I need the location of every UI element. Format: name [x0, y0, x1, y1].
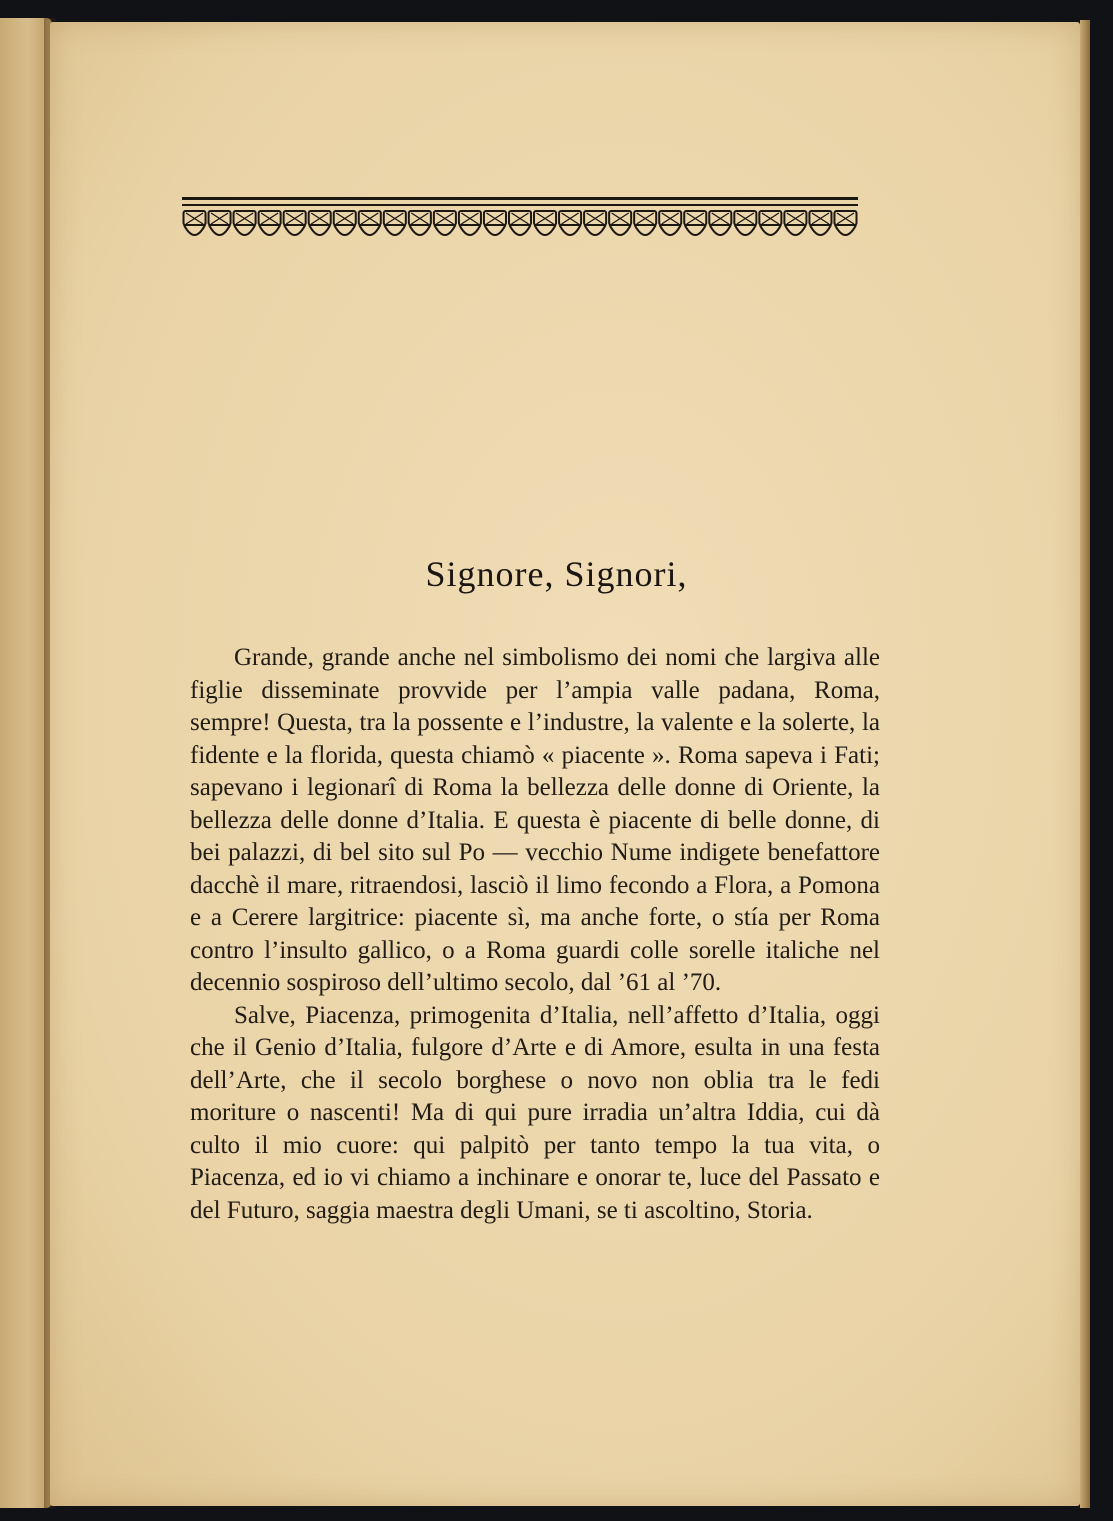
- ornament-cross: [211, 213, 228, 224]
- ornamental-border: [182, 197, 858, 247]
- ornament-cross: [587, 213, 604, 224]
- right-page-edge: [1080, 20, 1090, 1508]
- ornament-cross: [361, 213, 378, 224]
- ornament-cross: [612, 213, 629, 224]
- ornament-scallop: [184, 225, 205, 235]
- ornament-scallop: [785, 225, 806, 235]
- ornament-scallop: [484, 225, 505, 235]
- page-heading: Signore, Signori,: [425, 554, 688, 594]
- paragraph: Grande, grande anche nel simbolismo dei nomi che largiva alle figlie disseminate provvide per l’ampia valle padana, Roma, sempre! Questa, tra la possente e l’industre, la valente e la solerte, la fidente e la florida, questa chiamò « piacente ». Roma sapeva i Fati; sapevano i legionarî di Roma la bellezza delle donne di Oriente, la bellezza delle donne d’Italia. E questa è piacente di belle donne, di bei palazzi, di bel sito sul Po — vecchio Nume indigete benefattore dacchè il mare, ritraendosi, lasciò il limo fecondo a Flora, a Pomona e a Cerere largitrice: piacente sì, ma anche forte, o stía per Roma contro l’insulto gallico, o a Roma guardi colle sorelle italiche nel decennio sospiroso dell’ultimo secolo, dal ’61 al ’70.: [190, 644, 880, 996]
- ornament-cross: [411, 213, 428, 224]
- paragraph: Salve, Piacenza, primogenita d’Italia, nell’affetto d’Italia, oggi che il Genio d’Italia, fulgore d’Arte e di Amore, esulta in una festa dell’Arte, che il secolo borghese o novo non oblia tra le fedi moriture o nascenti! Ma di qui pure irradia un’altra Iddia, cui dà culto il mio cuore: qui palpitò per tanto tempo la tua vita, o Piacenza, ed io vi chiamo a inchinare e onorar te, luce del Passato e del Futuro, saggia maestra degli Umani, se ti ascoltino, Storia.: [190, 1001, 880, 1224]
- ornament-scallop: [334, 225, 355, 235]
- ornament-scallop: [710, 225, 731, 235]
- ornament-scallop: [434, 225, 455, 235]
- ornament-cross: [737, 213, 754, 224]
- ornament-scallop: [685, 225, 706, 235]
- ornament-cross: [486, 213, 503, 224]
- ornament-scallop: [209, 225, 230, 235]
- ornament-scallop: [284, 225, 305, 235]
- ornament-cross: [261, 213, 278, 224]
- ornament-scallop: [735, 225, 756, 235]
- ornament-cross: [286, 213, 303, 224]
- ornament-scallop: [509, 225, 530, 235]
- ornament-scallop: [259, 225, 280, 235]
- ornament-cross: [186, 213, 203, 224]
- ornament-cross: [511, 213, 528, 224]
- ornament-scallop: [585, 225, 606, 235]
- ornament-scallop: [835, 225, 856, 235]
- ornament-cross: [812, 213, 829, 224]
- ornament-scallop: [384, 225, 405, 235]
- ornament-scallop: [535, 225, 556, 235]
- ornament-cross: [461, 213, 478, 224]
- ornament-scallop: [635, 225, 656, 235]
- ornament-cross: [436, 213, 453, 224]
- ornament-cross: [687, 213, 704, 224]
- ornament-scallop: [234, 225, 255, 235]
- ornament-cross: [837, 213, 854, 224]
- ornament-scallop: [810, 225, 831, 235]
- ornament-cross: [236, 213, 253, 224]
- body-text: [190, 642, 880, 1227]
- ornament-cross: [386, 213, 403, 224]
- ornament-cross: [562, 213, 579, 224]
- ornament-scallop: [610, 225, 631, 235]
- ornament-cross: [637, 213, 654, 224]
- ornament-cross: [662, 213, 679, 224]
- ornament-scallop: [760, 225, 781, 235]
- ornament-cross: [537, 213, 554, 224]
- ornament-scallop: [409, 225, 430, 235]
- ornament-scallop: [309, 225, 330, 235]
- ornament-scallop: [459, 225, 480, 235]
- ornament-cross: [712, 213, 729, 224]
- ornament-scallop: [660, 225, 681, 235]
- ornament-scallop: [359, 225, 380, 235]
- ornament-cross: [762, 213, 779, 224]
- ornament-cross: [311, 213, 328, 224]
- ornament-scallop: [560, 225, 581, 235]
- ornament-cross: [336, 213, 353, 224]
- ornament-cross: [787, 213, 804, 224]
